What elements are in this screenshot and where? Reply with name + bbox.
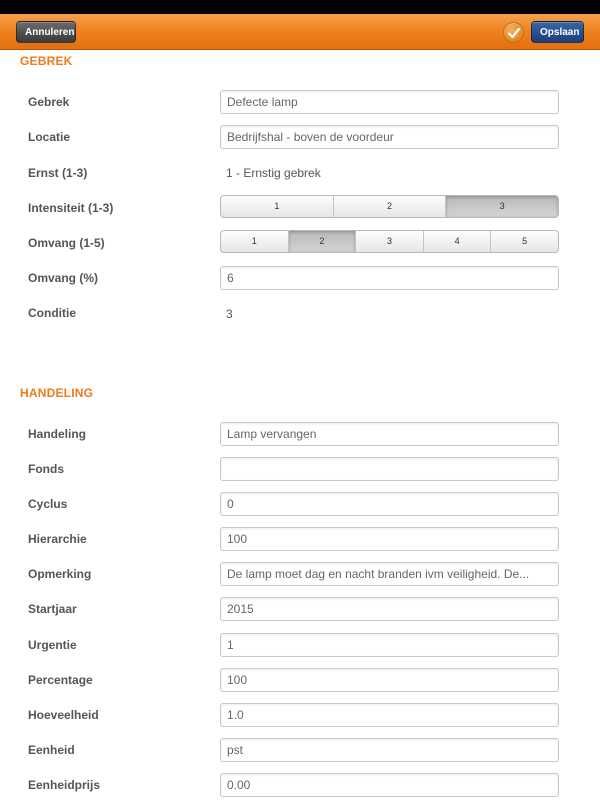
ernst-value[interactable]: 1 - Ernstig gebrek bbox=[226, 166, 321, 180]
label-ernst: Ernst (1-3) bbox=[28, 166, 88, 180]
label-eenheidprijs: Eenheidprijs bbox=[28, 778, 101, 792]
label-conditie: Conditie bbox=[28, 306, 76, 320]
label-percentage: Percentage bbox=[28, 673, 93, 687]
intensiteit-option-1[interactable]: 1 bbox=[221, 196, 334, 217]
checkmark-icon[interactable] bbox=[503, 22, 524, 43]
omvang-option-4[interactable]: 4 bbox=[424, 231, 492, 252]
omvang-option-1[interactable]: 1 bbox=[221, 231, 289, 252]
label-opmerking: Opmerking bbox=[28, 567, 92, 581]
label-handeling: Handeling bbox=[28, 427, 87, 441]
locatie-input[interactable]: Bedrijfshal - boven de voordeur bbox=[220, 125, 559, 149]
intensiteit-segmented-control bbox=[220, 195, 559, 218]
cancel-button[interactable]: Annuleren bbox=[16, 21, 76, 43]
label-hoeveelheid: Hoeveelheid bbox=[28, 708, 99, 722]
label-startjaar: Startjaar bbox=[28, 602, 77, 616]
omvang-segmented-control bbox=[220, 230, 559, 253]
label-eenheid: Eenheid bbox=[28, 743, 75, 757]
handeling-input[interactable]: Lamp vervangen bbox=[220, 422, 559, 446]
label-omvang-pct: Omvang (%) bbox=[28, 271, 99, 285]
startjaar-input[interactable]: 2015 bbox=[220, 597, 559, 621]
omvang-option-2[interactable]: 2 bbox=[289, 231, 357, 252]
omvang-option-3[interactable]: 3 bbox=[356, 231, 424, 252]
label-cyclus: Cyclus bbox=[28, 497, 68, 511]
fonds-input[interactable] bbox=[220, 457, 559, 481]
label-hierarchie: Hierarchie bbox=[28, 532, 87, 546]
percentage-input[interactable]: 100 bbox=[220, 668, 559, 692]
eenheid-input[interactable]: pst bbox=[220, 738, 559, 762]
opmerking-input[interactable]: De lamp moet dag en nacht branden ivm veiligheid. De... bbox=[220, 562, 559, 586]
label-locatie: Locatie bbox=[28, 130, 71, 144]
cyclus-input[interactable]: 0 bbox=[220, 492, 559, 516]
intensiteit-option-3[interactable]: 3 bbox=[446, 196, 558, 217]
omvang-option-5[interactable]: 5 bbox=[522, 236, 528, 246]
status-bar bbox=[0, 0, 600, 14]
label-urgentie: Urgentie bbox=[28, 638, 77, 652]
omvang-pct-input[interactable]: 6 bbox=[220, 266, 559, 290]
eenheidprijs-input[interactable]: 0.00 bbox=[220, 773, 559, 797]
hoeveelheid-input[interactable]: 1.0 bbox=[220, 703, 559, 727]
label-omvang: Omvang (1-5) bbox=[28, 236, 105, 250]
urgentie-input[interactable]: 1 bbox=[220, 633, 559, 657]
gebrek-input[interactable]: Defecte lamp bbox=[220, 90, 559, 114]
label-intensiteit: Intensiteit (1-3) bbox=[28, 201, 114, 215]
conditie-value: 3 bbox=[226, 307, 233, 321]
label-gebrek: Gebrek bbox=[28, 95, 70, 109]
section-title-gebrek: GEBREK bbox=[20, 54, 73, 68]
hierarchie-input[interactable]: 100 bbox=[220, 527, 559, 551]
intensiteit-option-2[interactable]: 2 bbox=[334, 196, 447, 217]
save-button[interactable]: Opslaan bbox=[531, 21, 584, 43]
section-title-handeling: HANDELING bbox=[20, 386, 94, 400]
label-fonds: Fonds bbox=[28, 462, 64, 476]
navigation-bar bbox=[0, 14, 600, 50]
